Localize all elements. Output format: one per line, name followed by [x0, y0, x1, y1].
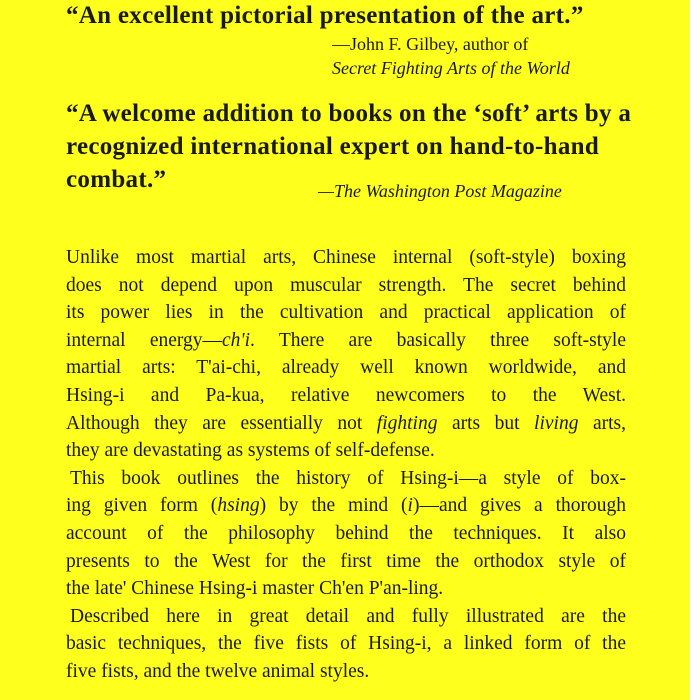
- paragraph-line: Hsing-i and Pa-kua, relative newcomers to the West.: [66, 384, 626, 406]
- quote-2-line: “A welcome addition to books on the ‘soft’ arts by a: [66, 100, 632, 127]
- quote-1: “An excellent pictorial presentation of the art.”: [66, 2, 584, 29]
- paragraph-line: does not depend upon muscular strength. The secret behind: [66, 274, 626, 296]
- text-run: )—and gives a thorough: [412, 495, 626, 517]
- text-run: arts,: [578, 412, 627, 434]
- quote-2-line: combat.”: [66, 166, 167, 193]
- text-run-italic: i: [407, 495, 413, 517]
- text-run-italic: ch'i: [222, 329, 251, 351]
- paragraph-line: its power lies in the cultivation and practical application of: [66, 302, 626, 324]
- paragraph-line: Described here in great detail and fully illustrated are the: [70, 605, 626, 627]
- description: [66, 244, 626, 686]
- paragraph-line: account of the philosophy behind the techniques. It also: [66, 522, 626, 544]
- paragraph-line: martial arts: T'ai-chi, already well known worldwide, and: [66, 357, 626, 379]
- paragraph-line: five fists, and the twelve animal styles.: [66, 660, 370, 682]
- text-run: arts but: [437, 412, 535, 434]
- text-run-italic: hsing: [217, 495, 260, 517]
- paragraph-line: basic techniques, the five fists of Hsing-i, a linked form of the: [66, 633, 626, 655]
- paragraph-line: Unlike most martial arts, Chinese internal (soft-style) boxing: [66, 247, 626, 268]
- text-run: internal energy—: [66, 329, 223, 351]
- text-run: . There are basically three soft-style: [250, 329, 626, 351]
- paragraph-line: [66, 410, 626, 438]
- text-run-italic: living: [534, 412, 579, 434]
- text-run: ing given form (: [66, 495, 218, 517]
- paragraph-line: the late' Chinese Hsing-i master Ch'en P'an-ling.: [66, 578, 444, 600]
- paragraph-line: This book outlines the history of Hsing-i—a style of box-: [70, 467, 626, 489]
- text-run: ) by the mind (: [259, 495, 408, 517]
- paragraph-line: presents to the West for the first time the orthodox style of: [66, 550, 626, 572]
- text-run: Although they are essentially not: [66, 412, 377, 434]
- quote-2-line: recognized international expert on hand-to-hand: [66, 133, 600, 160]
- quote-2-attribution: —The Washington Post Magazine: [318, 181, 562, 201]
- quote-1-attribution-author: —John F. Gilbey, author of: [332, 34, 529, 54]
- paragraph-line: [66, 492, 626, 520]
- quote-1-attribution-book: Secret Fighting Arts of the World: [332, 58, 570, 78]
- paragraph-line: [66, 327, 626, 355]
- paragraph-line: they are devastating as systems of self-defense.: [66, 440, 435, 462]
- text-run-italic: fighting: [376, 412, 438, 434]
